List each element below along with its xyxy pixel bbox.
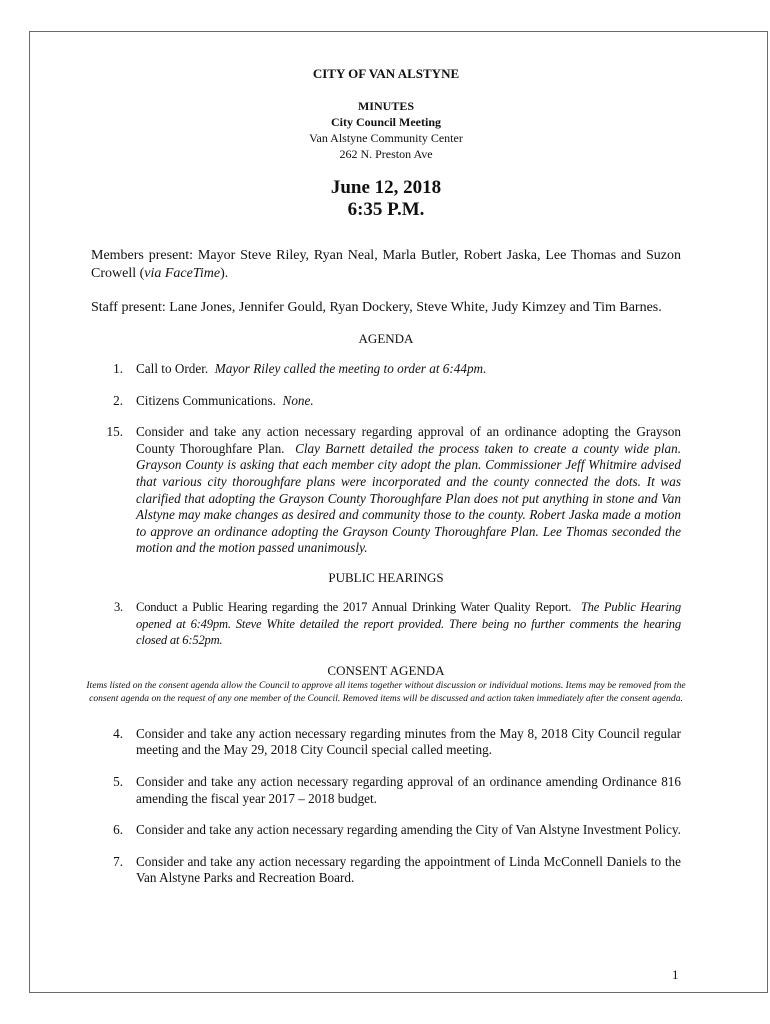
meeting-date: June 12, 2018 — [330, 177, 442, 198]
item-note: None. — [282, 392, 314, 408]
meeting-time: 6:35 P.M. — [347, 199, 425, 220]
item-number: 1. — [113, 361, 123, 376]
item-number: 7. — [113, 853, 123, 869]
page-number: 1 — [672, 967, 679, 982]
meeting-header — [91, 98, 681, 162]
item-number: 6. — [113, 822, 123, 838]
agenda-item — [91, 393, 681, 410]
item-text: Consider and take any action necessary regarding approval of an ordinance adopting the Grayson County Thoroughfare Plan. — [136, 424, 681, 456]
item-text: Call to Order. — [136, 361, 209, 376]
item-number: 5. — [113, 773, 123, 789]
item-number: 4. — [113, 725, 123, 741]
staff-present: Staff present: Lane Jones, Jennifer Gould, Ryan Dockery, Steve White, Judy Kimzey and Tim Barnes. — [91, 300, 662, 315]
item-number: 3. — [113, 599, 123, 614]
hearing-item — [91, 599, 681, 649]
members-text-end: ). — [220, 266, 229, 281]
minutes-title: MINUTES — [357, 99, 414, 113]
members-text: Members present: Mayor Steve Riley, Ryan Neal, Marla Butler, Robert Jaska, Lee Thomas and Suzon Crowell ( — [91, 248, 681, 281]
item-text: Conduct a Public Hearing regarding the 2017 Annual Drinking Water Quality Report. — [136, 599, 572, 614]
city-name: CITY OF VAN ALSTYNE — [312, 66, 460, 81]
meeting-address: 262 N. Preston Ave — [339, 147, 433, 161]
item-text: Consider and take any action necessary regarding the appointment of Linda McConnell Daniels to the Van Alstyne Parks and Recreation Board. — [136, 853, 681, 886]
meeting-datetime — [91, 177, 681, 221]
item-text: Consider and take any action necessary regarding minutes from the May 8, 2018 City Council regular meeting and the May 29, 2018 City Council special called meeting. — [136, 725, 681, 758]
consent-item — [91, 726, 681, 759]
members-facetime-note: via FaceTime — [144, 266, 221, 281]
meeting-type: City Council Meeting — [331, 115, 441, 129]
item-note: The Public Hearing opened at 6:49pm. Steve White detailed the report provided. There being no further comments the hearing closed at 6:52pm. — [136, 599, 681, 648]
item-text: Consider and take any action necessary regarding approval of an ordinance amending Ordinance 816 amending the fiscal year 2017 – 2018 budget. — [136, 773, 681, 806]
minutes-content — [86, 66, 686, 887]
item-note: Mayor Riley called the meeting to order at 6:44pm. — [214, 361, 487, 376]
agenda-item — [91, 424, 681, 557]
consent-agenda-note: Items listed on the consent agenda allow the Council to approve all items together without discussion or individual motions. Items may be removed from the consent agenda on the request of any one member of the Council. Removed items will be discussed and action taken immediately after the consent agenda. — [86, 679, 686, 704]
meeting-venue: Van Alstyne Community Center — [309, 131, 463, 145]
item-note: Clay Barnett detailed the process taken to create a county wide plan. Grayson County is asking that each member city adopt the plan. Commissioner Jeff Whitmire advised that various city thoroughfare plans were incorporated and the county connected the dots. It was clarified that adopting the Grayson County Thoroughfare Plan does not put anything in stone and Van Alstyne may make changes as desired and community those to the county. Robert Jaska made a motion to approve an ordinance adopting the Grayson County Thoroughfare Plan. Lee Thomas seconded the motion and the motion passed unanimously. — [136, 440, 682, 556]
item-number: 2. — [113, 392, 123, 408]
consent-item — [91, 774, 681, 807]
item-text: Consider and take any action necessary regarding amending the City of Van Alstyne Investment Policy. — [136, 822, 681, 838]
consent-item — [91, 854, 681, 887]
item-number: 15. — [106, 424, 123, 440]
agenda-item — [91, 361, 681, 378]
consent-agenda-heading: CONSENT AGENDA — [327, 662, 445, 678]
public-hearings-heading: PUBLIC HEARINGS — [328, 569, 444, 585]
consent-item — [91, 822, 681, 839]
item-text: Citizens Communications. — [136, 392, 276, 408]
members-present — [91, 247, 681, 283]
agenda-heading: AGENDA — [358, 331, 414, 346]
